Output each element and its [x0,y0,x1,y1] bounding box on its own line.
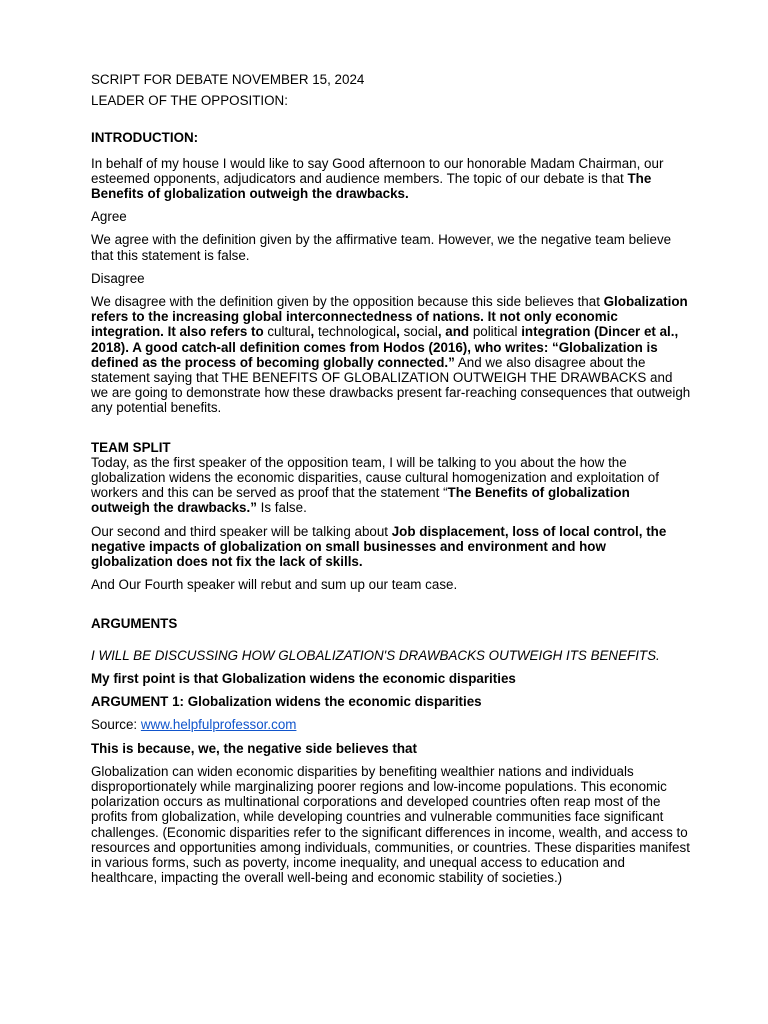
comma-and: , and [437,324,473,340]
arguments-heading: ARGUMENTS [91,616,178,632]
team-split-text-2: Is false. [256,500,307,516]
introduction-heading: INTRODUCTION: [91,130,199,146]
introduction-text: In behalf of my house I would like to say Good afternoon to our honorable Madam Chairman, our esteemed opponents, adjudicators and audience members. The topic of our debate is that [91,155,664,186]
team-split-motion: The Benefits of globalization outweigh the drawbacks.” [91,485,630,516]
disagree-text-social: social [403,324,438,340]
comma-1: , [310,324,318,340]
source-label: Source: [91,717,141,733]
debate-motion: The Benefits of globalization outweigh the drawbacks. [91,170,652,202]
disagree-paragraph [91,294,691,416]
disagree-text-political: political [472,324,518,340]
globalization-definition: Globalization refers to the increasing global interconnectedness of nations. It not only economic integration. It also refers to [91,294,688,340]
team-split-text-1: Today, as the first speaker of the opposition team, I will be talking to you about the how the globalization widens the economic disparities, cause cultural homogenization and exploitation of workers and this can be served as proof that the statement “ [91,454,659,501]
agree-paragraph: We agree with the definition given by the affirmative team. However, we the negative team believe that this statement is false. [91,232,672,263]
disagree-text-1: We disagree with the definition given by the opposition because this side believes that [91,294,604,310]
speaker-role: LEADER OF THE OPPOSITION: [91,93,288,109]
first-point: My first point is that Globalization widens the economic disparities [91,670,516,686]
team-split-topics: Job displacement, loss of local control, the negative impacts of globalization on small businesses and environment and how globalization does not fix the lack of skills. [91,523,667,570]
arguments-intro: I WILL BE DISCUSSING HOW GLOBALIZATION'S DRAWBACKS OUTWEIGH ITS BENEFITS. [91,647,660,663]
agree-label: Agree [91,209,127,225]
disagree-text-technological: technological [317,324,397,340]
team-split-paragraph-1 [91,455,691,516]
source-link[interactable]: www.helpfulprofessor.com [140,717,297,733]
introduction-paragraph [91,156,691,202]
source-line [91,717,691,732]
disagree-label: Disagree [91,270,145,286]
document-title: SCRIPT FOR DEBATE NOVEMBER 15, 2024 [91,72,365,87]
comma-2: , [396,324,404,340]
disagree-text-2: And we also disagree about the statement saying that THE BENEFITS OF GLOBALIZATION OUTWEIGH THE DRAWBACKS and we are going to demonstrate how these drawbacks present far-reaching consequences that outweigh any potential benefits. [91,354,691,416]
disagree-text-cultural: cultural [267,324,311,340]
document-body [91,72,691,893]
team-split-paragraph-2 [91,524,691,570]
team-split-heading: TEAM SPLIT [91,439,171,455]
argument-1-title: ARGUMENT 1: Globalization widens the economic disparities [91,694,482,710]
team-split-paragraph-3: And Our Fourth speaker will rebut and sum up our team case. [91,577,458,593]
argument-1-body: Globalization can widen economic disparities by benefiting wealthier nations and individuals disproportionately while marginalizing poorer regions and low-income populations. This economic polarization occurs as multinational corporations and developed countries often reap most of the profits from globalization, while developing countries and vulnerable communities face significant challenges. (Economic disparities refer to the significant differences in income, wealth, and access to resources and opportunities among individuals, communities, or countries. These disparities manifest in various forms, such as poverty, income inequality, and unequal access to education and healthcare, impacting the overall well-being and economic stability of societies.) [91,763,690,886]
hodos-quote: integration (Dincer et al., 2018). A good catch-all definition comes from Hodos (2016), who writes: “Globalization is defined as the process of becoming globally connected.” [91,324,679,370]
team-split-speakers-text: Our second and third speaker will be talking about [91,523,392,539]
because-line: This is because, we, the negative side believes that [91,740,417,756]
